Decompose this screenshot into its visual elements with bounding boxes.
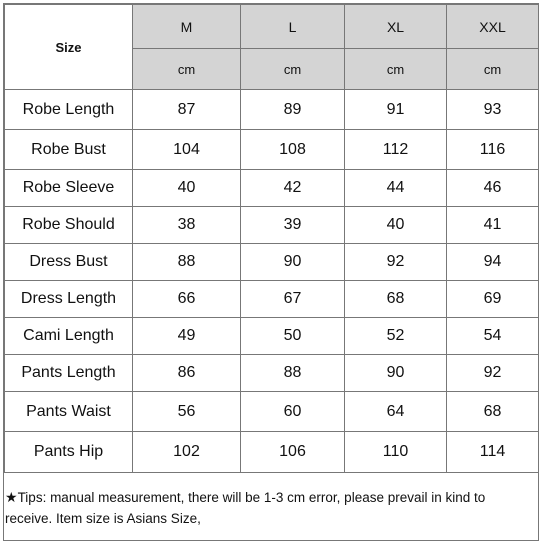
tips-note [5,487,535,529]
table-cell: 39 [241,207,345,244]
unit-cell: cm [345,49,447,90]
star-icon: ★ [5,489,18,505]
unit-cell: cm [133,49,241,90]
row-label: Dress Bust [5,244,133,281]
size-header-row [5,5,539,49]
table-cell: 54 [447,318,539,355]
size-chart [3,3,539,541]
table-row [5,244,539,281]
table-cell: 49 [133,318,241,355]
row-label: Dress Length [5,281,133,318]
table-cell: 114 [447,432,539,473]
row-label: Robe Sleeve [5,170,133,207]
size-table [4,4,539,473]
unit-cell: cm [447,49,539,90]
table-cell: 90 [345,355,447,392]
table-cell: 40 [345,207,447,244]
row-label: Cami Length [5,318,133,355]
table-cell: 50 [241,318,345,355]
table-cell: 60 [241,392,345,432]
table-cell: 92 [447,355,539,392]
table-row [5,318,539,355]
tips-text: Tips: manual measurement, there will be 1-3 cm error, please prevail in kind to receive. Item size is Asians Size, [5,490,486,526]
table-cell: 88 [241,355,345,392]
table-cell: 90 [241,244,345,281]
row-label: Robe Should [5,207,133,244]
table-cell: 102 [133,432,241,473]
table-cell: 88 [133,244,241,281]
table-cell: 42 [241,170,345,207]
row-label: Pants Length [5,355,133,392]
table-cell: 112 [345,130,447,170]
table-cell: 66 [133,281,241,318]
table-cell: 56 [133,392,241,432]
table-row [5,130,539,170]
table-cell: 67 [241,281,345,318]
table-cell: 68 [447,392,539,432]
table-cell: 92 [345,244,447,281]
size-header-l: L [241,5,345,49]
row-label: Robe Length [5,90,133,130]
row-label: Robe Bust [5,130,133,170]
table-cell: 69 [447,281,539,318]
table-cell: 106 [241,432,345,473]
table-row [5,207,539,244]
row-label: Pants Waist [5,392,133,432]
table-cell: 116 [447,130,539,170]
table-cell: 64 [345,392,447,432]
table-row [5,281,539,318]
size-corner-label: Size [5,5,133,90]
table-cell: 46 [447,170,539,207]
table-cell: 104 [133,130,241,170]
table-row [5,392,539,432]
table-cell: 52 [345,318,447,355]
table-cell: 89 [241,90,345,130]
table-cell: 91 [345,90,447,130]
table-row [5,355,539,392]
size-header-m: M [133,5,241,49]
row-label: Pants Hip [5,432,133,473]
table-cell: 93 [447,90,539,130]
table-cell: 38 [133,207,241,244]
unit-cell: cm [241,49,345,90]
table-cell: 40 [133,170,241,207]
table-cell: 110 [345,432,447,473]
table-cell: 108 [241,130,345,170]
table-row [5,90,539,130]
table-cell: 87 [133,90,241,130]
size-header-xxl: XXL [447,5,539,49]
table-cell: 86 [133,355,241,392]
table-row [5,432,539,473]
table-cell: 94 [447,244,539,281]
table-cell: 44 [345,170,447,207]
size-header-xl: XL [345,5,447,49]
table-cell: 68 [345,281,447,318]
table-row [5,170,539,207]
table-cell: 41 [447,207,539,244]
